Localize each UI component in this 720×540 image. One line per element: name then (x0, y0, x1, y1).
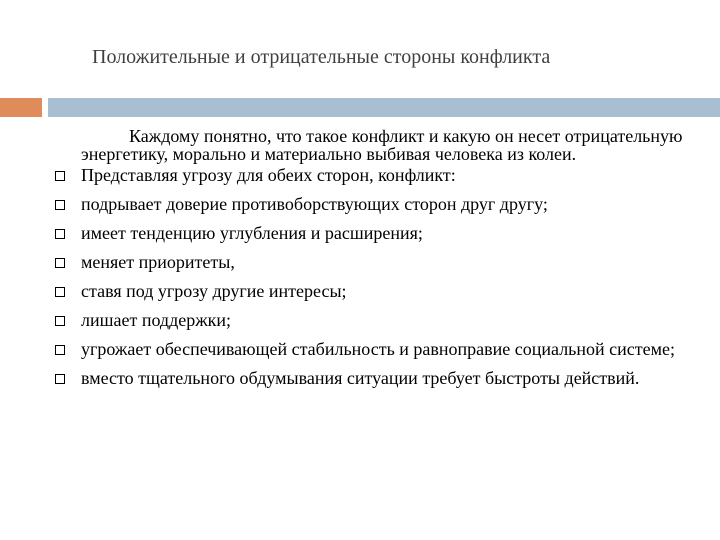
list-item-text: угрожает обеспечивающей стабильность и равноправие социальной системе; (81, 339, 675, 359)
square-bullet-icon (55, 229, 65, 239)
list-item-text: ставя под угрозу другие интересы; (81, 281, 347, 301)
slide-title: Положительные и отрицательные стороны конфликта (92, 46, 551, 68)
square-bullet-icon (55, 316, 65, 326)
list-item (52, 195, 702, 213)
list-item-text: лишает поддержки; (81, 310, 232, 330)
list-item (52, 224, 702, 242)
bullet-list (52, 166, 702, 387)
list-item-text: Представляя угрозу для обеих сторон, конфликт: (81, 165, 456, 185)
list-item-text: подрывает доверие противоборствующих сторон друг другу; (81, 194, 548, 214)
list-item-text: имеет тенденцию углубления и расширения; (81, 223, 423, 243)
list-item (52, 282, 702, 300)
square-bullet-icon (55, 287, 65, 297)
list-item (52, 369, 702, 387)
list-item-text: меняет приоритеты, (81, 252, 235, 272)
intro-text: Каждому понятно, что такое конфликт и какую он несет отрицательную энергетику, морально и материально выбивая человека из колеи. (81, 126, 683, 164)
list-item (52, 253, 702, 271)
slide-body (52, 127, 702, 398)
list-item-text: вместо тщательного обдумывания ситуации требует быстроты действий. (81, 368, 640, 388)
list-item (52, 311, 702, 329)
square-bullet-icon (55, 345, 65, 355)
list-item (52, 166, 702, 184)
intro-paragraph (52, 127, 702, 163)
accent-bar-orange (0, 98, 42, 117)
square-bullet-icon (55, 171, 65, 181)
square-bullet-icon (55, 258, 65, 268)
accent-bar-blue (48, 98, 720, 117)
list-item (52, 340, 702, 358)
square-bullet-icon (55, 374, 65, 384)
square-bullet-icon (55, 200, 65, 210)
